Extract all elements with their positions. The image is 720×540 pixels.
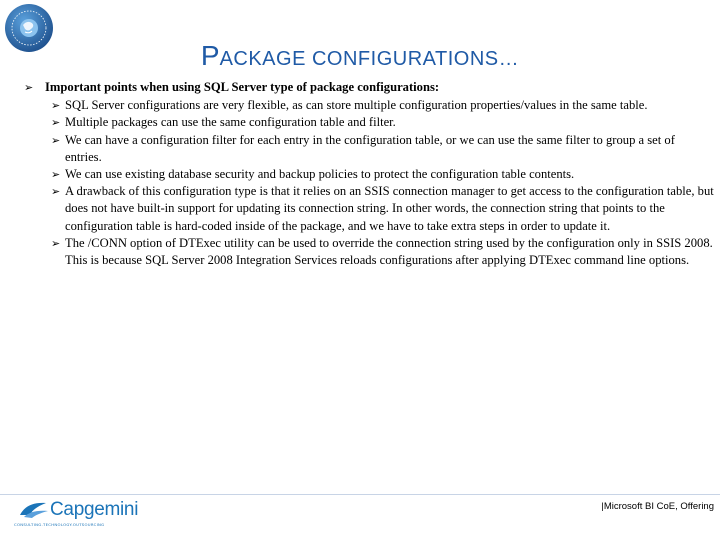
sub-bullet-text: SQL Server configurations are very flexible, as can store multiple configuration properties/values in the same table. <box>65 98 648 113</box>
arrow-bullet-icon: ➢ <box>51 116 61 130</box>
sub-bullet-text: We can have a configuration filter for each entry in the configuration table, or we can use the same filter to group a set of entries. <box>65 132 675 164</box>
sub-bullet <box>24 183 714 235</box>
slide-content <box>24 79 714 269</box>
sub-bullet-text: We can use existing database security and backup policies to protect the configuration table contents. <box>65 167 575 182</box>
arrow-bullet-icon: ➢ <box>51 185 61 199</box>
arrow-bullet-icon: ➢ <box>51 133 61 147</box>
main-bullet-text: Important points when using SQL Server type of package configurations: <box>45 80 440 94</box>
title-initial: P <box>200 40 220 71</box>
arrow-bullet-icon: ➢ <box>51 236 61 250</box>
sub-bullet <box>24 235 714 269</box>
capgemini-logo <box>14 499 139 531</box>
sub-bullet <box>24 114 714 131</box>
capgemini-spade-icon <box>18 499 50 521</box>
logo-tagline: CONSULTING.TECHNOLOGY.OUTSOURCING <box>14 522 105 527</box>
footer-text: |Microsoft BI CoE, Offering <box>601 501 714 512</box>
sub-bullet-text: The /CONN option of DTExec utility can be used to override the connection string used by the configuration only in SSIS 2008. This is because SQL Server 2008 Integration Services reloads configurations after applying DTExec command line options. <box>65 235 713 268</box>
sub-bullet-text: A drawback of this configuration type is that it relies on an SSIS connection manager to get access to the configuration table, but does not have built-in support for updating its connection string. In other words, the connection string that points to the configuration table is hard-coded inside of the package, and we have to take extra steps in order to update it. <box>65 184 714 233</box>
sub-bullet <box>24 166 714 183</box>
sub-bullet-text: Multiple packages can use the same configuration table and filter. <box>65 115 396 130</box>
footer-divider <box>0 494 720 495</box>
title-rest: ACKAGE CONFIGURATIONS… <box>219 48 520 70</box>
arrow-bullet-icon: ➢ <box>51 168 61 182</box>
arrow-bullet-icon: ➢ <box>24 81 34 94</box>
sub-bullet <box>24 97 714 114</box>
sub-bullet <box>24 132 714 166</box>
arrow-bullet-icon: ➢ <box>51 99 61 113</box>
main-bullet <box>24 79 714 96</box>
page-title <box>0 36 720 73</box>
logo-wordmark: Capgemini <box>50 499 139 520</box>
